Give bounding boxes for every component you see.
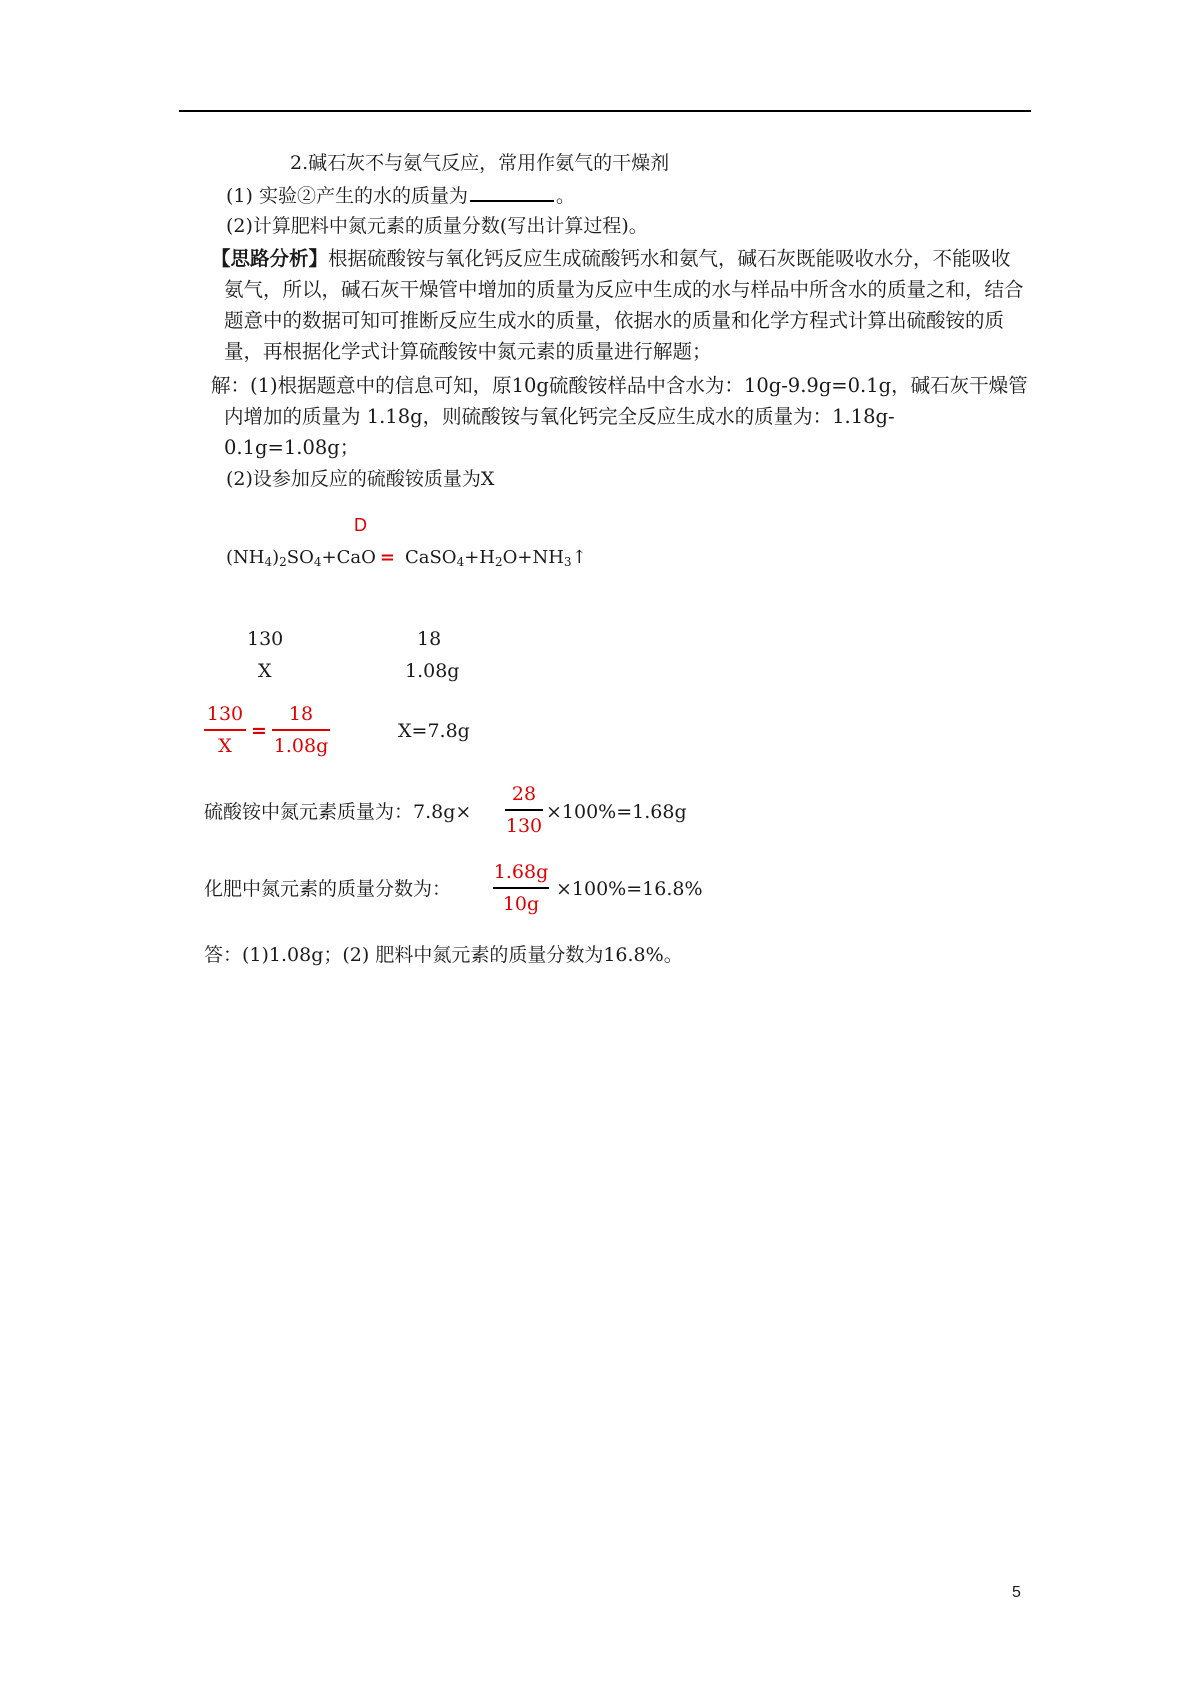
proportion-right-fraction (272, 702, 330, 758)
fraction-bar (505, 809, 543, 811)
fraction-bar (493, 887, 549, 889)
ratio-value-1: X (258, 660, 272, 682)
nitrogen-fraction-fraction (493, 860, 549, 916)
ratio-value-2: 1.08g (405, 660, 460, 682)
proportion-num-right: 18 (288, 703, 314, 725)
ratio-mass-1: 130 (247, 628, 284, 650)
nitrogen-mass-prefix: 硫酸铵中氮元素质量为：7.8g× (204, 801, 472, 823)
proportion-den-left: X (218, 734, 232, 757)
nitrogen-mass-den: 130 (505, 814, 543, 837)
page-number: 5 (1012, 1584, 1021, 1601)
chemical-equation (226, 545, 587, 575)
proportion-result: X=7.8g (398, 720, 470, 742)
question-2: (2)计算肥料中氮元素的质量分数(写出计算过程)。 (226, 215, 648, 237)
nitrogen-fraction-den: 10g (502, 892, 540, 915)
analysis-text: 根据硫酸铵与氧化钙反应生成硫酸钙水和氨气，碱石灰既能吸收水分，不能吸收氨气，所以，碱石灰干燥管中增加的质量为反应中生成的水与样品中所含水的质量之和，结合题意中的数据可知可推断反应生成水的质量，依据水的质量和化学方程式计算出硫酸铵的质量，再根据化学式计算硫酸铵中氮元素的质量进行解题； (224, 247, 1024, 363)
analysis-paragraph (211, 243, 1028, 367)
nitrogen-mass-suffix: ×100%=1.68g (546, 801, 687, 823)
nitrogen-fraction-prefix: 化肥中氮元素的质量分数为： (204, 878, 452, 900)
nitrogen-mass-fraction (505, 782, 543, 838)
question-1-text: (1) 实验②产生的水的质量为 (226, 185, 468, 207)
nitrogen-fraction-num: 1.68g (493, 861, 549, 883)
question-1 (226, 182, 575, 209)
proportion-den-right: 1.08g (273, 734, 329, 757)
nitrogen-mass-num: 28 (511, 783, 537, 805)
equation-right: $CaSO_4+H_2O+NH_3↑$ (404, 547, 587, 569)
proportion-left-fraction (204, 702, 246, 758)
fraction-bar (272, 729, 330, 731)
nitrogen-fraction-suffix: ×100%=16.8% (556, 878, 703, 900)
equation-equals: = (379, 547, 395, 568)
equation-left: $(NH_4)_2SO_4+CaO$ (226, 547, 376, 569)
proportion-equals: = (251, 720, 267, 742)
solution-paragraph (211, 370, 1028, 463)
reaction-condition: D (354, 515, 367, 535)
analysis-label: 【思路分析】 (211, 247, 329, 270)
question-1-suffix: 。 (555, 185, 575, 207)
final-answer: 答：(1)1.08g；(2) 肥料中氮元素的质量分数为16.8%。 (204, 944, 683, 966)
note-2: 2.碱石灰不与氨气反应，常用作氨气的干燥剂 (290, 152, 670, 174)
proportion-num-left: 130 (206, 703, 244, 725)
set-x-line: (2)设参加反应的硫酸铵质量为X (226, 468, 495, 490)
header-rule (179, 110, 1031, 112)
solution-text: 解：(1)根据题意中的信息可知，原10g硫酸铵样品中含水为：10g-9.9g=0.1g，碱石灰干燥管内增加的质量为 1.18g，则硫酸铵与氧化钙完全反应生成水的质量为：1.18g-0.1g=1.08g； (211, 374, 1028, 459)
fraction-bar (204, 729, 246, 731)
ratio-mass-2: 18 (417, 628, 442, 650)
answer-blank (470, 182, 554, 202)
